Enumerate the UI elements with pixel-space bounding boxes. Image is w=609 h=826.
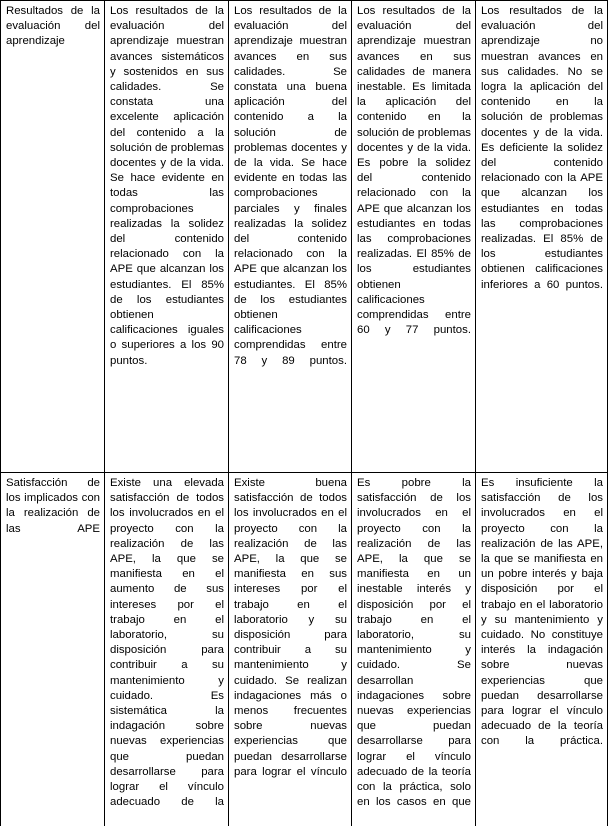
level-2-text: Existe buena satisfacción de todos los involucrados en el proyecto con la realización de las APE, la que se manifiesta en sus intereses por el trabajo en el laboratorio y su disposición para contribuir a su mantenimiento y cuidado. Se realizan indagaciones más o menos frecuentes sobre nuevas experiencias que puedan desarrollarse para lograr el vínculo [234, 477, 347, 778]
table-row [1, 1, 608, 473]
level-4-text: Es insuficiente la satisfacción de los involucrados en el proyecto con la realización de las APE, la que se manifiesta en un pobre interés y baja disposición por el trabajo en el laboratorio y su mantenimiento y cuidado. No constituye interés la indagación sobre nuevas experiencias que puedan desarrollarse para lograr el vínculo adecuado de la teoría con la práctica. [481, 477, 603, 748]
level-3-cell [352, 473, 476, 826]
level-2-text: Los resultados de la evaluación del aprendizaje muestran avances en sus calidades. Se constata una buena aplicación del contenido a la solución de problemas docentes y de la vida. Se hace evidente en todas las comprobaciones parciales y finales realizadas la solidez del contenido relacionado con la APE que alcanzan los estudiantes. El 85% de los estudiantes obtienen calificaciones comprendidas entre 78 y 89 puntos. [234, 5, 347, 367]
level-3-text: Los resultados de la evaluación del aprendizaje muestran avances en sus calidades de manera inestable. Es limitada la aplicación del contenido en la solución de problemas docentes y de la vida. Es pobre la solidez del contenido relacionado con la APE que alcanzan los estudiantes en todas las comprobaciones realizadas. El 85% de los estudiantes obtienen calificaciones comprendidas entre 60 y 77 puntos. [357, 5, 471, 337]
level-4-text: Los resultados de la evaluación del aprendizaje no muestran avances en sus calidades. No se logra la aplicación del contenido en la solución de problemas docentes y de la vida. Es deficiente la solidez del contenido relacionado con la APE que alcanzan los estudiantes en todas las comprobaciones realizadas. El 85% de los estudiantes obtienen calificaciones inferiores a 60 puntos. [481, 5, 603, 291]
level-2-cell [229, 1, 352, 473]
level-1-text: Los resultados de la evaluación del aprendizaje muestran avances sistemáticos y sostenidos en sus calidades. Se constata una excelente aplicación del contenido a la solución de problemas docentes y de la vida. Se hace evidente en todas las comprobaciones realizadas la solidez del contenido relacionado con la APE que alcanzan los estudiantes. El 85% de los estudiantes obtienen calificaciones iguales o superiores a los 90 puntos. [110, 5, 224, 367]
level-1-cell [105, 1, 229, 473]
level-1-cell [105, 473, 229, 826]
level-1-text: Existe una elevada satisfacción de todos los involucrados en el proyecto con la realización de las APE, la que se manifiesta en el aumento de sus intereses por el trabajo en el laboratorio, su disposición para contribuir a su mantenimiento y cuidado. Es sistemática la indagación sobre nuevas experiencias que puedan desarrollarse para lograr el vínculo adecuado de la [110, 477, 224, 809]
level-4-cell [476, 1, 608, 473]
level-2-cell [229, 473, 352, 826]
level-3-cell [352, 1, 476, 473]
table-body [1, 1, 608, 826]
criterion-text: Satisfacción de los implicados con la realización de las APE [6, 477, 100, 535]
criterion-cell [1, 473, 105, 826]
criterion-text: Resultados de la evaluación del aprendizaje [6, 5, 100, 48]
criterion-cell [1, 1, 105, 473]
level-3-text: Es pobre la satisfacción de los involucrados en el proyecto con la realización de las APE, la que se manifiesta en un inestable interés y disposición por el trabajo en el laboratorio, su mantenimiento y cuidado. Se desarrollan indagaciones sobre nuevas experiencias que puedan desarrollarse para lograr el vínculo adecuado de la teoría con la práctica, solo en los casos en que [357, 477, 471, 809]
level-4-cell [476, 473, 608, 826]
table-row [1, 473, 608, 826]
